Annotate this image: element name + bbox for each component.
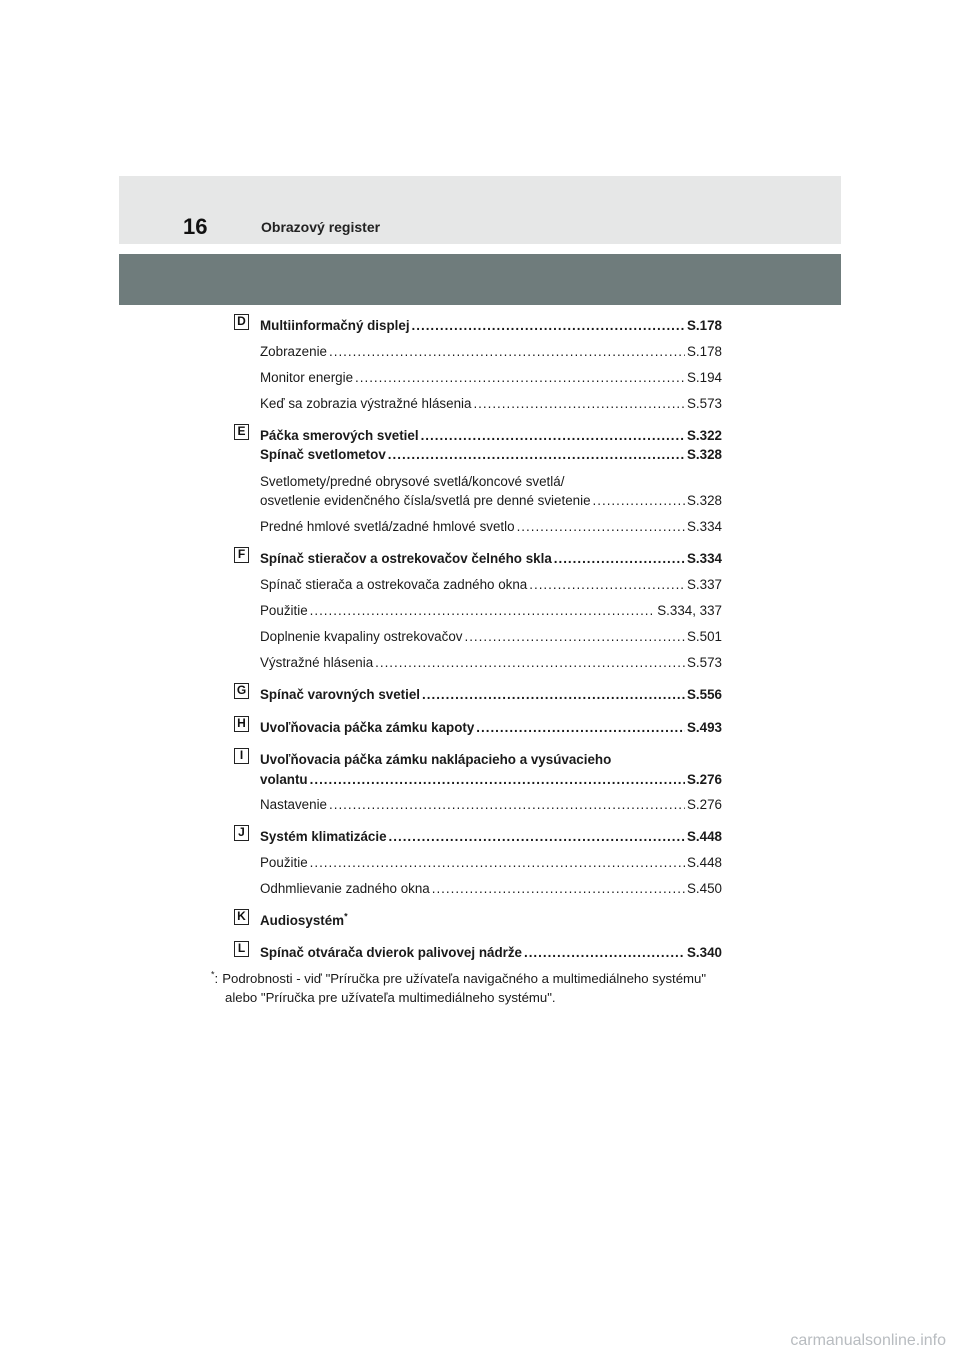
section-letter-g: G [234,683,249,699]
entry-label: Multiinformačný displej [260,318,410,333]
entry-label: Monitor energie [260,370,354,385]
entry-label: Spínač otvárača dvierok palivovej nádrže [260,945,522,960]
index-entry[interactable] [260,447,722,463]
entry-page: S.340 [687,945,722,960]
entry-label: Nastavenie [260,797,327,812]
entry-label: Použitie [260,603,308,618]
entry-page: S.556 [687,687,722,702]
index-entry[interactable] [260,855,722,871]
index-entry[interactable] [260,519,722,535]
index-entry[interactable] [260,945,722,961]
section-letter-l: L [234,941,249,957]
entry-label: Odhmlievanie zadného okna [260,881,430,896]
entry-page: S.573 [687,655,722,670]
entry-page: S.334 [687,519,722,534]
entry-label: volantu [260,772,308,787]
entry-page: S.448 [687,829,722,844]
entry-label: Uvoľňovacia páčka zámku kapoty [260,720,475,735]
section-letter-j: J [234,825,249,841]
index-entry[interactable] [260,629,722,645]
entry-label: Spínač stieračov a ostrekovačov čelného skla [260,551,552,566]
entry-page: S.337 [687,577,722,592]
header-bar [119,176,841,244]
index-entry[interactable] [260,913,722,929]
entry-page: S.501 [687,629,722,644]
entry-label: osvetlenie evidenčného čísla/svetlá pre denné svietenie [260,493,591,508]
footnote-line1: Podrobnosti - viď "Príručka pre užívateľa navigačného a multimediálneho systému" [222,971,707,986]
entry-page: S.276 [687,797,722,812]
entry-label: Zobrazenie [260,344,327,359]
entry-label: Páčka smerových svetiel [260,428,419,443]
footnote: *: Podrobnosti - viď "Príručka pre užívateľa navigačného a multimediálneho systému" alebo "Príručka pre užívateľa multimediálneho systému". [211,969,771,1007]
entry-page: S.178 [687,318,722,333]
entry-page: S.573 [687,396,722,411]
index-entry[interactable] [260,577,722,593]
entry-label-line1: Uvoľňovacia páčka zámku naklápacieho a vysúvacieho [260,752,612,767]
index-entry[interactable] [260,655,722,671]
entry-label: Spínač svetlometov [260,447,386,462]
index-entry[interactable] [260,551,722,567]
entry-page: S.178 [687,344,722,359]
index-entry[interactable] [260,474,722,509]
footnote-line2: alebo "Príručka pre užívateľa multimediálneho systému". [225,990,556,1005]
entry-label: Predné hmlové svetlá/zadné hmlové svetlo [260,519,515,534]
index-entry[interactable] [260,370,722,386]
footnote-mark: * [344,911,348,922]
index-entry[interactable] [260,428,722,444]
section-letter-k: K [234,909,249,925]
index-entry[interactable] [260,829,722,845]
section-letter-d: D [234,314,249,330]
index-entry[interactable] [260,396,722,412]
entry-label: Systém klimatizácie [260,829,387,844]
entry-label: Výstražné hlásenia [260,655,374,670]
entry-label: Použitie [260,855,308,870]
entry-page: S.328 [687,447,722,462]
footnote-mark: * [211,969,215,980]
entry-page: S.448 [687,855,722,870]
section-letter-e: E [234,424,249,440]
entry-label-line1: Svetlomety/predné obrysové svetlá/koncové svetlá/ [260,474,565,489]
entry-page: S.276 [687,772,722,787]
section-letter-h: H [234,716,249,732]
index-entry[interactable] [260,344,722,360]
entry-page: S.194 [687,370,722,385]
section-letter-i: I [234,748,249,764]
entry-label: Spínač varovných svetiel [260,687,421,702]
index-entry[interactable] [260,603,722,619]
entry-label: Keď sa zobrazia výstražné hlásenia [260,396,472,411]
index-entry[interactable] [260,720,722,736]
entry-page: S.334 [687,551,722,566]
entry-label: Spínač stierača a ostrekovača zadného okna [260,577,528,592]
page-number: 16 [183,214,208,239]
section-letter-f: F [234,547,249,563]
watermark: carmanualsonline.info [790,1332,946,1349]
entry-page: S.322 [687,428,722,443]
entry-page: S.450 [687,881,722,896]
entry-label: Audiosystém [260,913,345,928]
entry-page: S.328 [687,493,722,508]
entry-page: S.334, 337 [657,603,722,618]
index-entry[interactable] [260,318,722,334]
index-entry[interactable] [260,752,722,788]
entry-label: Doplnenie kvapaliny ostrekovačov [260,629,463,644]
header-band [119,254,841,305]
page-title: Obrazový register [261,219,381,235]
index-entry[interactable] [260,797,722,813]
index-entry[interactable] [260,881,722,897]
index-entry[interactable] [260,687,722,703]
entry-page: S.493 [687,720,722,735]
